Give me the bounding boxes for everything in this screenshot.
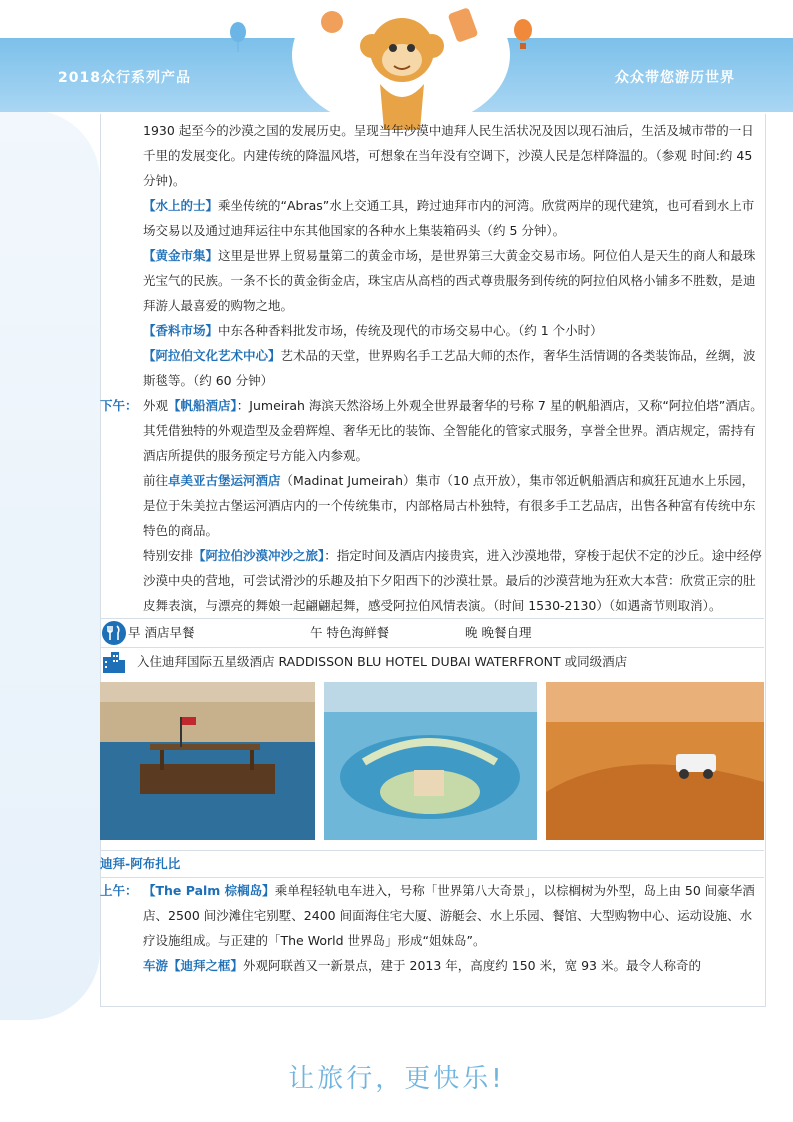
fork-knife-icon [102,621,126,645]
day-title: 迪拜-阿布扎比 [100,850,764,878]
footer-slogan: 让旅行，更快乐! [288,1064,505,1094]
morning-label: 上午： [100,883,138,898]
burj-al-arab-paragraph [100,393,764,468]
art-center-paragraph [100,343,764,393]
mascot-circle [292,0,510,130]
frame-title: 【迪拜之框】 [168,958,244,973]
desert-text: ：指定时间及酒店内接贵宾，进入沙漠地带，穿梭于起伏不定的沙丘。途中经停沙漠中央的营地，可尝试滑沙的乐趣及拍下夕阳西下的沙漠壮景。最后的沙漠营地为狂欢大本营：欣赏正宗的肚皮舞表演，与漂亮的舞娘一起翩翩起舞，感受阿拉伯风情表演。（时间 1530-2130）（如遇斋节则取消）。 [143,548,762,613]
spice-souk-title: 【香料市场】 [143,323,219,338]
spice-souk-paragraph [100,318,764,343]
art-center-text: 艺术品的天堂，世界购名手工艺品大师的杰作，奢华生活情调的各类装饰品，丝绸，波斯毯等。（约 60 分钟） [143,348,756,388]
frame-text: 外观阿联酋又一新景点，建于 2013 年，高度约 150 米，宽 93 米。最令人称奇的 [243,958,701,973]
art-center-title: 【阿拉伯文化艺术中心】 [143,348,281,363]
tagline: 众众带您游历世界 [615,70,735,86]
itinerary-content [100,118,764,978]
frame-prefix: 车游 [143,958,169,973]
dubai-frame-paragraph [100,953,764,978]
burj-prefix: 外观 [143,398,169,413]
madinat-title: 卓美亚古堡运河酒店 [168,473,281,488]
airplane-icon [548,20,574,38]
desert-prefix: 特别安排 [143,548,194,563]
hot-air-balloon-icon [512,18,534,52]
breakfast-text: 早 酒店早餐 [128,625,195,640]
water-taxi-title: 【水上的士】 [143,198,219,213]
spice-souk-text: 中东各种香料批发市场，传统及现代的市场交易中心。（约 1 个小时） [218,323,603,338]
photo-strip [100,682,764,842]
side-cloud-decoration [0,110,100,1020]
gold-souk-text: 这里是世界上贸易量第二的黄金市场，是世界第三大黄金交易市场。阿位伯人是天生的商人和最珠光宝气的民族。一条不长的黄金街金店，珠宝店从高档的西式尊贵服务到传统的阿拉伯风格小铺多不胜数，是迪拜游人最喜爱的购物之地。 [143,248,756,313]
monkey-mascot-icon [292,0,510,130]
balloon-icon [228,20,248,52]
palm-text: 乘单程轻轨电车进入，号称「世界第八大奇景」，以棕榈树为外型，岛上由 50 间豪华酒店、2500 间沙滩住宅别墅、2400 间面海住宅大厦、游艇会、水上乐园、餐馆、大型购物中心、运动设施、水疗设施组成。与正建的「The World 世界岛」形成“姐妹岛”。 [143,883,755,948]
madinat-prefix: 前往 [143,473,169,488]
hotel-building-icon [102,651,126,673]
palm-title: 【The Palm 棕榈岛】 [143,883,275,898]
series-title: 2018众行系列产品 [58,70,191,86]
madinat-paragraph [100,468,764,543]
water-taxi-paragraph [100,193,764,243]
meals-row [100,618,764,647]
burj-text: ：Jumeirah 海滨天然浴场上外观全世界最奢华的号称 7 星的帆船酒店，又称“阿拉伯塔”酒店。其凭借独特的外观造型及金碧辉煌、奢华无比的装饰、全智能化的管家式服务，享誉全世界。酒店规定，需持有酒店所提供的服务预定号方能入内参观。 [143,398,763,463]
lunch-text: 午 特色海鲜餐 [310,625,389,640]
palm-island-photo [324,682,537,840]
hotel-text: 入住迪拜国际五星级酒店 RADDISSON BLU HOTEL DUBAI WATERFRONT 或同级酒店 [137,654,628,669]
madinat-text: （Madinat Jumeirah）集市（10 点开放），集市邻近帆船酒店和疯狂瓦迪水上乐园，是位于朱美拉古堡运河酒店内的一个传统集市，内部格局古朴独特，有很多手工艺品店，出售各种富有传统中东特色的商品。 [143,473,756,538]
palm-paragraph [100,878,764,953]
afternoon-label: 下午： [100,398,138,413]
abra-boat-photo [100,682,315,840]
desert-jeep-photo [546,682,764,840]
dinner-text: 晚 晚餐自理 [465,625,532,640]
burj-title: 【帆船酒店】 [168,398,237,413]
history-paragraph: 1930 起至今的沙漠之国的发展历史。呈现当年沙漠中迪拜人民生活状况及因以现石油后，生活及城市带的一日千里的发展变化。内建传统的降温风塔，可想象在当年没有空调下，沙漠人民是怎样降温的。（参观 时间:约 45 分钟)。 [143,123,754,188]
gold-souk-paragraph [100,243,764,318]
desert-title: 【阿拉伯沙漠冲沙之旅】 [193,548,325,563]
water-taxi-text: 乘坐传统的“Abras”水上交通工具，跨过迪拜市内的河湾。欣赏两岸的现代建筑，也可看到水上市场交易以及通过迪拜运往中东其他国家的各种水上集装箱码头（约 5 分钟）。 [143,198,755,238]
desert-safari-paragraph [100,543,764,618]
gold-souk-title: 【黄金市集】 [143,248,219,263]
hotel-row [100,647,764,676]
